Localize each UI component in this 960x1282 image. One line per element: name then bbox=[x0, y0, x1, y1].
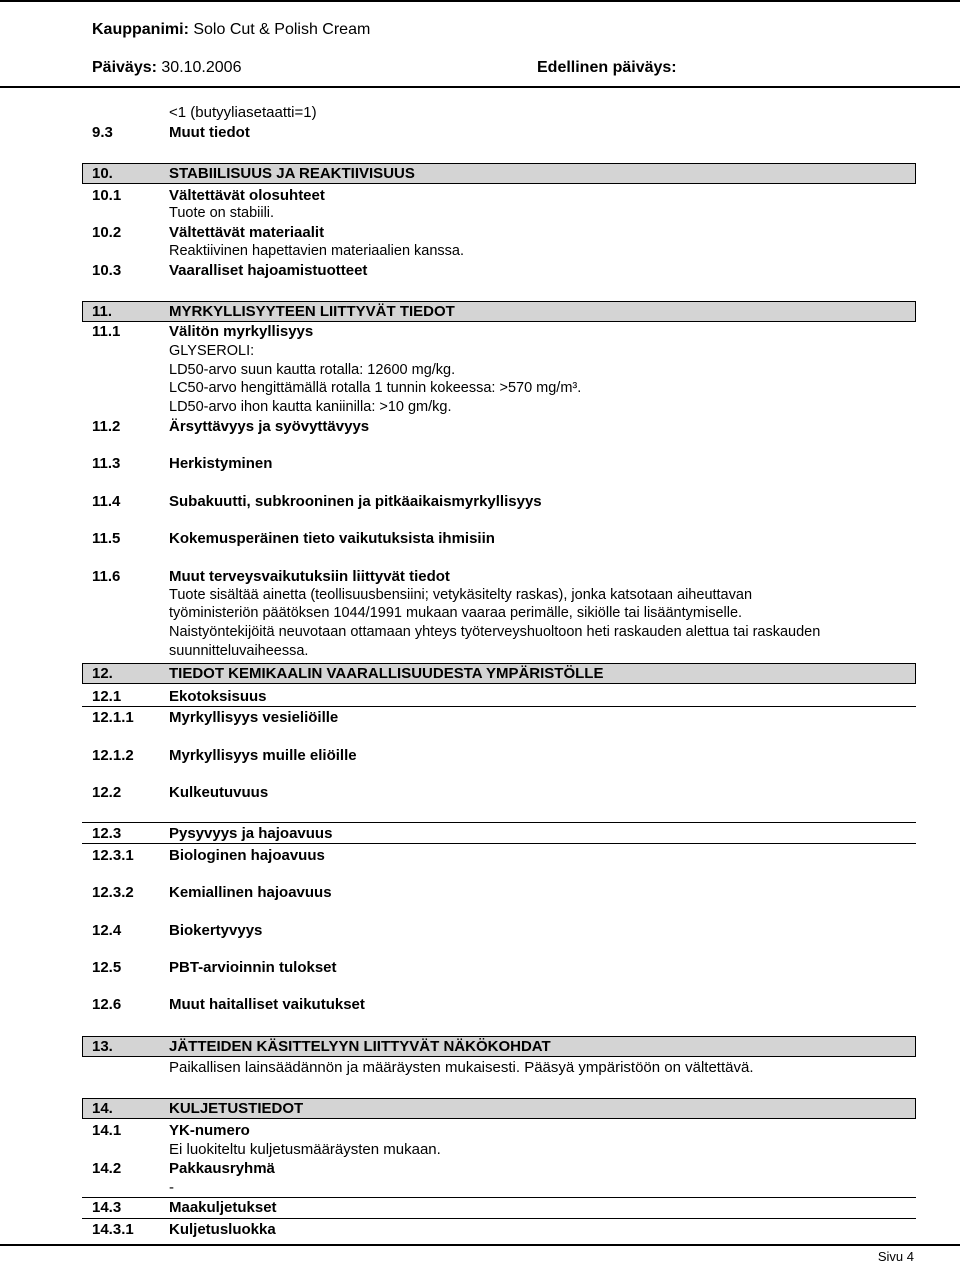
section-12-4-number: 12.4 bbox=[92, 922, 122, 939]
header-rule bbox=[0, 86, 960, 88]
section-12-4-title: Biokertyvyys bbox=[169, 922, 263, 939]
section-12-number: 12. bbox=[92, 665, 113, 682]
section-11-6-number: 11.6 bbox=[92, 568, 121, 585]
section-14-2-number: 14.2 bbox=[92, 1160, 122, 1177]
section-12-3-1-title: Biologinen hajoavuus bbox=[169, 847, 325, 864]
section-14-1-number: 14.1 bbox=[92, 1122, 122, 1139]
section-11-5-number: 11.5 bbox=[92, 530, 121, 547]
section-13-body: Paikallisen lainsäädännön ja määräysten mukaisesti. Pääsyä ympäristöön on vältettävä. bbox=[169, 1059, 754, 1076]
section-12-1-1-number: 12.1.1 bbox=[92, 709, 134, 726]
section-13-number: 13. bbox=[92, 1038, 113, 1055]
section-12-3-title: Pysyvyys ja hajoavuus bbox=[169, 825, 333, 842]
section-11-1-number: 11.1 bbox=[92, 323, 121, 340]
section-12-6-number: 12.6 bbox=[92, 996, 122, 1013]
section-9-3-number: 9.3 bbox=[92, 124, 113, 141]
section-11-1-line-1: GLYSEROLI: bbox=[169, 343, 255, 359]
section-11-1-line-4: LD50-arvo ihon kautta kaniinilla: >10 gm/kg. bbox=[169, 399, 452, 415]
section-14-title: KULJETUSTIEDOT bbox=[169, 1100, 304, 1117]
section-12-1-1-title: Myrkyllisyys vesieliöille bbox=[169, 709, 339, 726]
top-frame-line bbox=[0, 0, 960, 2]
section-14-3-number: 14.3 bbox=[92, 1199, 122, 1216]
section-14-2-title: Pakkausryhmä bbox=[169, 1160, 275, 1177]
date-value: 30.10.2006 bbox=[161, 59, 242, 76]
section-12-3-2-number: 12.3.2 bbox=[92, 884, 134, 901]
section-12-2-title: Kulkeutuvuus bbox=[169, 784, 269, 801]
section-10-2-title: Vältettävät materiaalit bbox=[169, 224, 325, 241]
section-12-1-rule bbox=[82, 706, 916, 707]
section-12-6-title: Muut haitalliset vaikutukset bbox=[169, 996, 365, 1013]
section-14-1-body: Ei luokiteltu kuljetusmääräysten mukaan. bbox=[169, 1141, 441, 1158]
section-11-2-title: Ärsyttävyys ja syövyttävyys bbox=[169, 418, 370, 435]
section-12-2-number: 12.2 bbox=[92, 784, 122, 801]
section-12-1-2-number: 12.1.2 bbox=[92, 747, 134, 764]
footer-rule bbox=[0, 1244, 960, 1246]
section-11-4-number: 11.4 bbox=[92, 493, 121, 510]
section-11-1-title: Välitön myrkyllisyys bbox=[169, 323, 314, 340]
previous-date-label: Edellinen päiväys: bbox=[537, 59, 677, 76]
date-line bbox=[92, 60, 241, 76]
tradename-line bbox=[92, 22, 370, 38]
section-10-number: 10. bbox=[92, 165, 113, 182]
section-12-1-2-title: Myrkyllisyys muille eliöille bbox=[169, 747, 357, 764]
section-14-3-top-rule bbox=[82, 1197, 916, 1198]
section-10-1-body: Tuote on stabiili. bbox=[169, 205, 275, 221]
section-11-3-number: 11.3 bbox=[92, 455, 121, 472]
section-11-2-number: 11.2 bbox=[92, 418, 121, 435]
section-11-1-line-3: LC50-arvo hengittämällä rotalla 1 tunnin kokeessa: >570 mg/m³. bbox=[169, 380, 582, 396]
section-10-1-number: 10.1 bbox=[92, 187, 122, 204]
section-11-1-line-2: LD50-arvo suun kautta rotalla: 12600 mg/kg. bbox=[169, 362, 456, 378]
section-11-5-title: Kokemusperäinen tieto vaikutuksista ihmisiin bbox=[169, 530, 495, 547]
section-12-title: TIEDOT KEMIKAALIN VAARALLISUUDESTA YMPÄRISTÖLLE bbox=[169, 665, 604, 682]
date-label: Päiväys: bbox=[92, 59, 157, 76]
section-14-3-title: Maakuljetukset bbox=[169, 1199, 277, 1216]
section-11-6-title: Muut terveysvaikutuksiin liittyvät tiedot bbox=[169, 568, 450, 585]
section-12-5-title: PBT-arvioinnin tulokset bbox=[169, 959, 337, 976]
section-11-6-paragraph-3: Naistyöntekijöitä neuvotaan ottamaan yhteys työterveyshuoltoon heti raskauden alettua tai raskauden bbox=[169, 624, 821, 640]
section-12-1-title: Ekotoksisuus bbox=[169, 688, 267, 705]
section-11-number: 11. bbox=[92, 303, 113, 320]
section-12-3-rule bbox=[82, 843, 916, 844]
section-10-2-body: Reaktiivinen hapettavien materiaalien kanssa. bbox=[169, 243, 465, 259]
section-12-3-1-number: 12.3.1 bbox=[92, 847, 134, 864]
section-10-3-number: 10.3 bbox=[92, 262, 122, 279]
section-13-title: JÄTTEIDEN KÄSITTELYYN LIITTYVÄT NÄKÖKOHDAT bbox=[169, 1038, 551, 1055]
section-11-4-title: Subakuutti, subkrooninen ja pitkäaikaismyrkyllisyys bbox=[169, 493, 542, 510]
section-14-3-1-number: 14.3.1 bbox=[92, 1221, 134, 1238]
section-12-3-number: 12.3 bbox=[92, 825, 122, 842]
section-12-3-2-title: Kemiallinen hajoavuus bbox=[169, 884, 332, 901]
section-14-2-body: - bbox=[169, 1179, 174, 1196]
section-14-3-1-title: Kuljetusluokka bbox=[169, 1221, 276, 1238]
section-11-6-paragraph-4: suunnitteluvaiheessa. bbox=[169, 643, 309, 659]
tradename-value: Solo Cut & Polish Cream bbox=[193, 21, 371, 38]
page-number: Sivu 4 bbox=[877, 1249, 914, 1264]
section-12-5-number: 12.5 bbox=[92, 959, 122, 976]
section-10-2-number: 10.2 bbox=[92, 224, 122, 241]
section-10-3-title: Vaaralliset hajoamistuotteet bbox=[169, 262, 368, 279]
section-12-1-number: 12.1 bbox=[92, 688, 122, 705]
section-11-3-title: Herkistyminen bbox=[169, 455, 273, 472]
section-11-title: MYRKYLLISYYTEEN LIITTYVÄT TIEDOT bbox=[169, 303, 455, 320]
tradename-label: Kauppanimi: bbox=[92, 21, 189, 38]
section-9-continuation: <1 (butyyliasetaatti=1) bbox=[169, 104, 317, 121]
section-9-3-title: Muut tiedot bbox=[169, 124, 250, 141]
section-11-6-paragraph-2: työministeriön päätöksen 1044/1991 mukaan vaaraa perimälle, sikiölle tai lisääntymiselle. bbox=[169, 605, 743, 621]
section-12-3-top-rule bbox=[82, 822, 916, 823]
section-14-1-title: YK-numero bbox=[169, 1122, 250, 1139]
section-10-1-title: Vältettävät olosuhteet bbox=[169, 187, 325, 204]
section-14-number: 14. bbox=[92, 1100, 113, 1117]
section-10-title: STABIILISUUS JA REAKTIIVISUUS bbox=[169, 165, 415, 182]
section-11-6-paragraph-1: Tuote sisältää ainetta (teollisuusbensiini; vetykäsitelty raskas), jonka katsotaan aiheuttavan bbox=[169, 587, 753, 603]
section-14-3-rule bbox=[82, 1218, 916, 1219]
